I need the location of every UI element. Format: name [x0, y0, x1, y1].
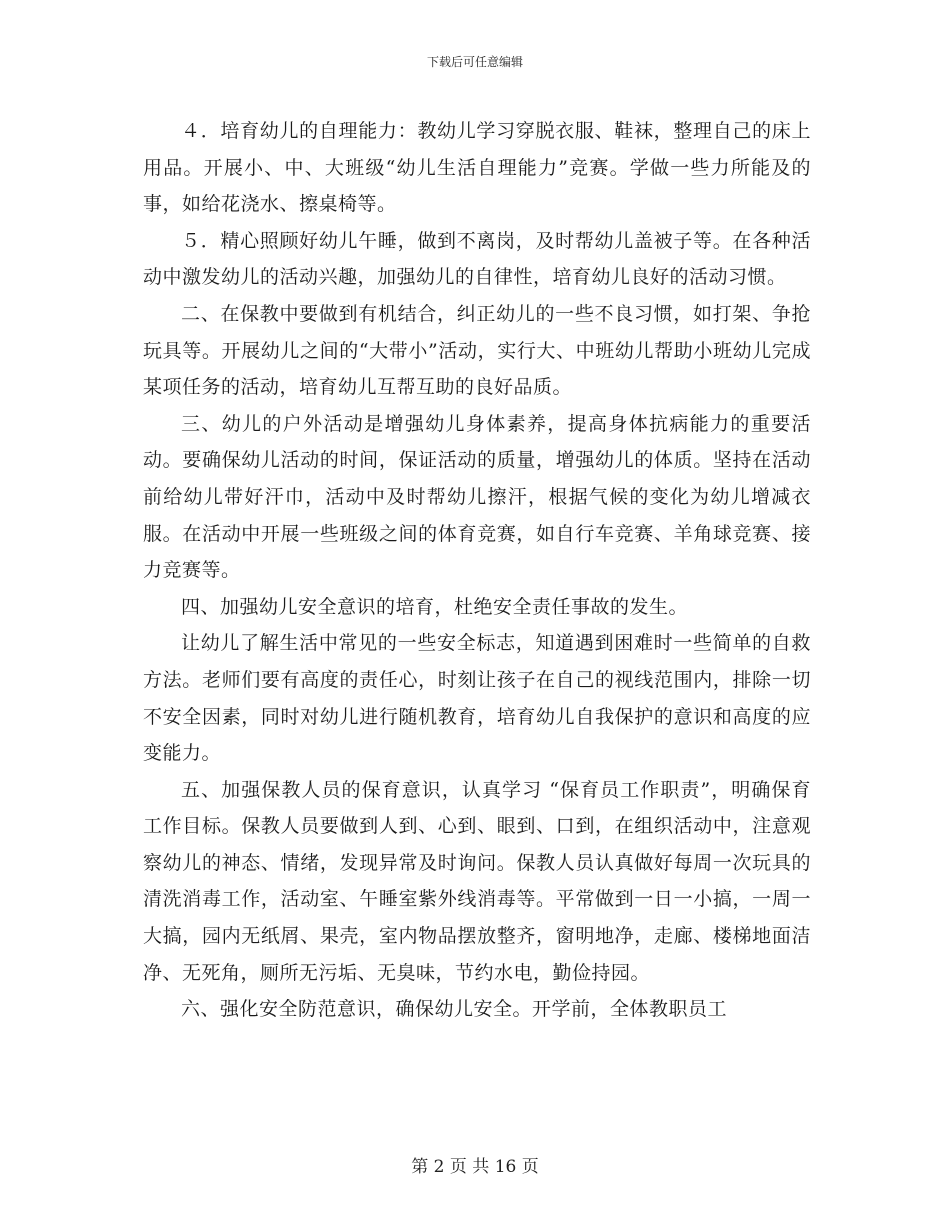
- paragraph-item-5: ５．精心照顾好幼儿午睡，做到不离岗，及时帮幼儿盖被子等。在各种活动中激发幼儿的活动兴趣，加强幼儿的自律性，培育幼儿良好的活动习惯。: [143, 229, 811, 289]
- page-number: 第 2 页 共 16 页: [411, 1157, 539, 1177]
- paragraph-item-4: ４．培育幼儿的自理能力：教幼儿学习穿脱衣服、鞋袜，整理自己的床上用品。开展小、中、大班级“幼儿生活自理能力”竞赛。学做一些力所能及的事，如给花浇水、擦桌椅等。: [143, 120, 811, 216]
- paragraph-section-3: 三、幼儿的户外活动是增强幼儿身体素养，提高身体抗病能力的重要活动。要确保幼儿活动的时间，保证活动的质量，增强幼儿的体质。坚持在活动前给幼儿带好汗巾，活动中及时帮幼儿擦汗，根据气候的变化为幼儿增减衣服。在活动中开展一些班级之间的体育竞赛，如自行车竞赛、羊角球竞赛、接力竞赛等。: [143, 412, 811, 582]
- paragraph-section-2: 二、在保教中要做到有机结合，纠正幼儿的一些不良习惯，如打架、争抢玩具等。开展幼儿之间的“大带小”活动，实行大、中班幼儿帮助小班幼儿完成某项任务的活动，培育幼儿互帮互助的良好品质。: [143, 302, 811, 399]
- paragraph-section-4-detail: 让幼儿了解生活中常见的一些安全标志，知道遇到困难时一些简单的自救方法。老师们要有高度的责任心，时刻让孩子在自己的视线范围内，排除一切不安全因素，同时对幼儿进行随机教育，培育幼儿自我保护的意识和高度的应变能力。: [143, 632, 811, 765]
- document-body: [143, 113, 811, 1028]
- header-note: 下载后可任意编辑: [426, 55, 523, 69]
- paragraph-section-4: 四、加强幼儿安全意识的培育，杜绝安全责任事故的发生。: [181, 595, 689, 618]
- paragraph-section-6: 六、强化安全防范意识，确保幼儿安全。开学前，全体教职员工: [181, 998, 728, 1021]
- paragraph-section-5: 五、加强保教人员的保育意识，认真学习 “保育员工作职责”，明确保育工作目标。保教人员要做到人到、心到、眼到、口到，在组织活动中，注意观察幼儿的神态、情绪，发现异常及时询问。保教人员认真做好每周一次玩具的清洗消毒工作，活动室、午睡室紫外线消毒等。平常做到一日一小搞，一周一大搞，园内无纸屑、果壳，室内物品摆放整齐，窗明地净，走廊、楼梯地面洁净、无死角，厕所无污垢、无臭味，节约水电，勤俭持园。: [143, 778, 811, 984]
